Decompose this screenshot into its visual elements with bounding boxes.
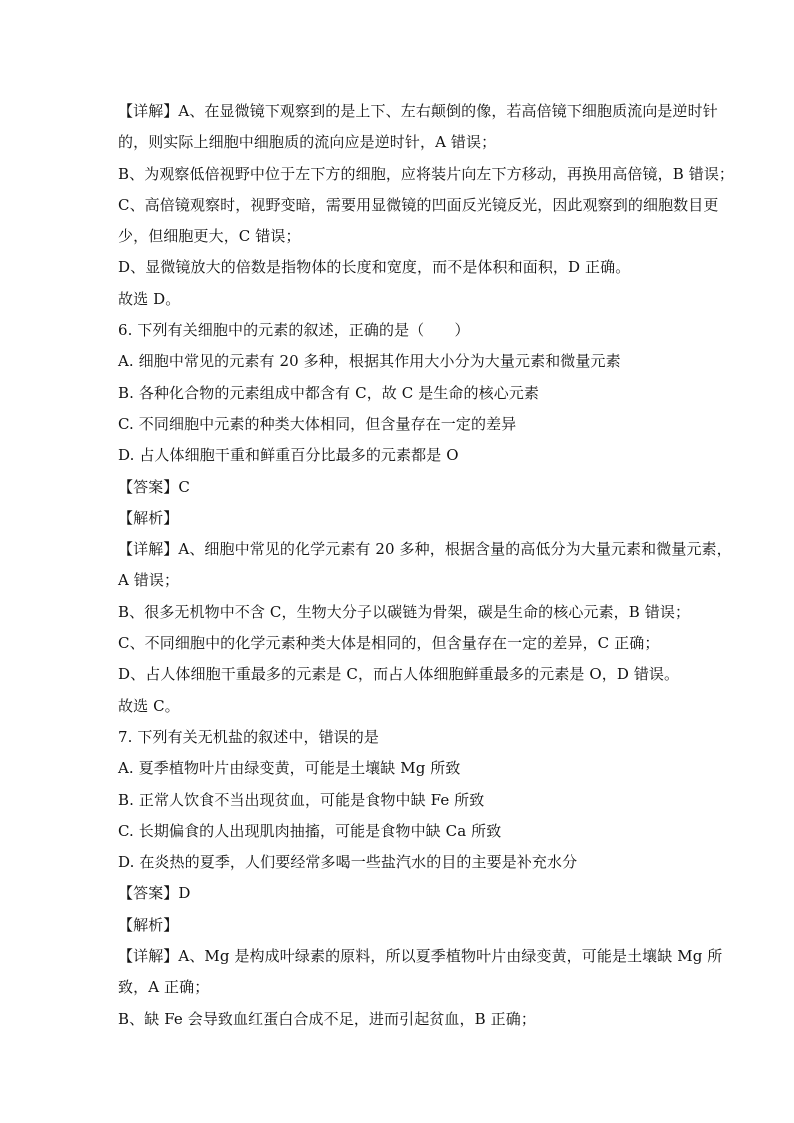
answer-line: 【答案】D — [118, 884, 191, 903]
text-line: 故选 C。 — [118, 696, 180, 715]
text-line: C、不同细胞中的化学元素种类大体是相同的，但含量存在一定的差异，C 正确； — [118, 634, 660, 653]
option-d: D. 在炎热的夏季，人们要经常多喝一些盐汽水的目的主要是补充水分 — [118, 853, 578, 872]
text-line: A 错误； — [118, 571, 180, 590]
option-d: D. 占人体细胞干重和鲜重百分比最多的元素都是 O — [118, 446, 459, 465]
option-c: C. 长期偏食的人出现肌肉抽搐，可能是食物中缺 Ca 所致 — [118, 821, 502, 840]
option-c: C. 不同细胞中元素的种类大体相同，但含量存在一定的差异 — [118, 414, 517, 433]
option-a: A. 夏季植物叶片由绿变黄，可能是土壤缺 Mg 所致 — [118, 759, 461, 778]
question-stem: 6. 下列有关细胞中的元素的叙述，正确的是（ ） — [118, 321, 470, 340]
text-line: B、缺 Fe 会导致血红蛋白合成不足，进而引起贫血，B 正确； — [118, 1009, 536, 1028]
text-line: 致，A 正确； — [118, 978, 210, 997]
answer-line: 【答案】C — [118, 477, 190, 496]
option-b: B. 正常人饮食不当出现贫血，可能是食物中缺 Fe 所致 — [118, 790, 485, 809]
option-b: B. 各种化合物的元素组成中都含有 C，故 C 是生命的核心元素 — [118, 383, 540, 402]
analysis-heading: 【解析】 — [118, 508, 179, 527]
text-line: 【详解】A、细胞中常见的化学元素有 20 多种，根据含量的高低分为大量元素和微量元素， — [118, 540, 732, 559]
text-line: D、占人体细胞干重最多的元素是 C，而占人体细胞鲜重最多的元素是 O，D 错误。 — [118, 665, 680, 684]
analysis-heading: 【解析】 — [118, 915, 179, 934]
question-stem: 7. 下列有关无机盐的叙述中，错误的是 — [118, 727, 379, 746]
text-line: 【详解】A、Mg 是构成叶绿素的原料，所以夏季植物叶片由绿变黄，可能是土壤缺 Mg 所 — [118, 947, 723, 966]
text-line: 少，但细胞更大，C 错误； — [118, 227, 301, 246]
text-line: 的，则实际上细胞中细胞质的流向应是逆时针，A 错误； — [118, 133, 497, 152]
text-line: D、显微镜放大的倍数是指物体的长度和宽度，而不是体积和面积，D 正确。 — [118, 258, 631, 277]
text-line: B、为观察低倍视野中位于左下方的细胞，应将装片向左下方移动，再换用高倍镜，B 错误； — [118, 164, 735, 183]
text-line: 【详解】A、在显微镜下观察到的是上下、左右颠倒的像，若高倍镜下细胞质流向是逆时针 — [118, 102, 718, 120]
option-a: A. 细胞中常见的元素有 20 多种，根据其作用大小分为大量元素和微量元素 — [118, 352, 621, 371]
text-line: 故选 D。 — [118, 289, 181, 308]
document-body — [118, 96, 735, 1035]
text-line: C、高倍镜观察时，视野变暗，需要用显微镜的凹面反光镜反光，因此观察到的细胞数目更 — [118, 195, 719, 214]
text-line: B、很多无机物中不含 C，生物大分子以碳链为骨架，碳是生命的核心元素，B 错误； — [118, 602, 691, 621]
